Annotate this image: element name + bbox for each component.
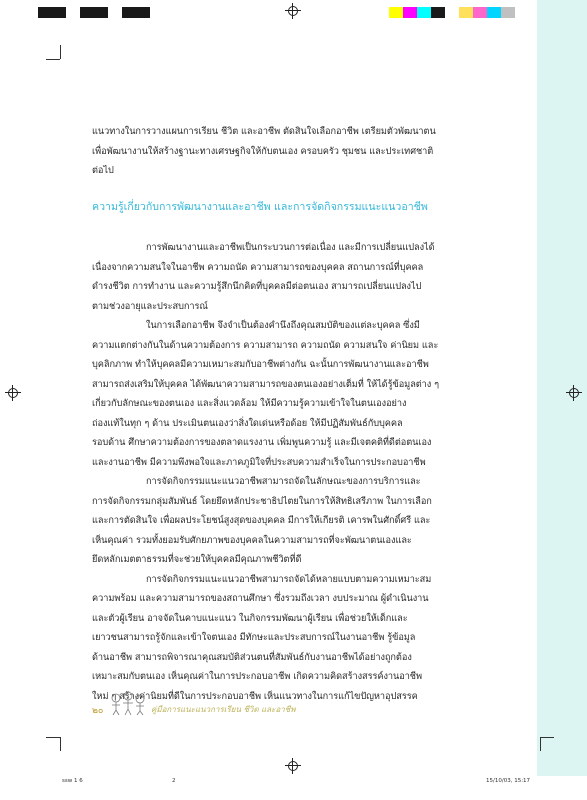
color-swatch: [94, 7, 108, 18]
text-line: เพื่อพัฒนางานให้สร้างฐานะทางเศรษฐกิจให้กับตนเอง ครอบครัว ชุมชน และประเทศชาติ: [92, 145, 434, 157]
text-line: เยาวชนสามารถรู้จักและเข้าใจตนเอง มีทักษะและประสบการณ์ในงานอาชีพ รู้ข้อมูล: [92, 632, 416, 643]
registration-mark-icon: [285, 3, 301, 19]
text-line: การพัฒนางานและอาชีพเป็นกระบวนการต่อเนื่อง และมีการเปลี่ยนแปลงได้: [146, 242, 435, 253]
text-line: ความแตกต่างกันในด้านความต้องการ ความสามารถ ความถนัด ความสนใจ ค่านิยม และ: [92, 339, 439, 351]
text-line: การจัดกิจกรรมกลุ่มสัมพันธ์ โดยยึดหลักประชาธิปไตยในการให้สิทธิเสรีภาพ ในการเลือก: [92, 495, 432, 507]
color-swatch: [473, 7, 487, 18]
text-line: ต่อไป: [92, 165, 114, 176]
print-page-label: 2: [172, 778, 176, 784]
page-number: ๒๐: [92, 706, 104, 716]
footer-title: คู่มือการแนะแนวการเรียน ชีวิต และอาชีพ: [151, 705, 296, 714]
text-line: เห็นคุณค่า รวมทั้งยอมรับศักยภาพของบุคคลในความสามารถที่จะพัฒนาตนเองและ: [92, 534, 412, 546]
text-line: ถ่องแท้ในทุก ๆ ด้าน ประเมินตนเองว่าสิ่งใดเด่นหรือด้อย ให้มีปฏิสัมพันธ์กับบุคคล: [92, 417, 403, 429]
text-line: ยึดหลักเมตตาธรรมที่จะช่วยให้บุคคลมีคุณภาพชีวิตที่ดี: [92, 554, 302, 565]
text-line: ด้านอาชีพ สามารถพิจารณาคุณสมบัติส่วนตนที่สัมพันธ์กับงานอาชีพได้อย่างถูกต้อง: [92, 651, 412, 663]
color-swatch: [80, 7, 94, 18]
crop-mark: [60, 45, 61, 59]
registration-mark-icon: [566, 385, 582, 401]
color-swatch: [431, 7, 445, 18]
color-swatch: [515, 7, 529, 18]
color-swatch: [389, 7, 403, 18]
color-swatch: [122, 7, 136, 18]
children-illustration: [108, 690, 148, 716]
color-swatch: [487, 7, 501, 18]
color-swatch: [150, 7, 164, 18]
text-line: และการตัดสินใจ เพื่อผลประโยชน์สูงสุดของบุคคล มีการให้เกียรติ เคารพในศักดิ์ศรี และ: [92, 515, 431, 526]
color-bar-left: [38, 7, 164, 18]
text-line: เกี่ยวกับลักษณะของตนเอง และสิ่งแวดล้อม ให้มีความรู้ความเข้าใจในตนเองอย่าง: [92, 398, 407, 409]
crop-mark: [540, 737, 541, 751]
color-swatch: [403, 7, 417, 18]
crop-mark: [540, 737, 554, 738]
section-heading: ความรู้เกี่ยวกับการพัฒนางานและอาชีพ และการจัดกิจกรรมแนะแนวอาชีพ: [92, 201, 428, 213]
registration-mark-icon: [285, 758, 301, 774]
crop-mark: [46, 59, 60, 60]
text-line: การจัดกิจกรรมแนะแนวอาชีพสามารถจัดในลักษณะของการบริการและ: [146, 476, 421, 487]
text-line: และงานอาชีพ มีความพึงพอใจและภาคภูมิใจที่ประสบความสำเร็จในการประกอบอาชีพ: [92, 456, 426, 468]
text-line: ความพร้อม และความสามารถของสถานศึกษา ซึ่งรวมถึงเวลา งบประมาณ ผู้ดำเนินงาน: [92, 593, 429, 604]
text-line: ดำรงชีวิต การทำงาน และความรู้สึกนึกคิดที่บุคคลมีต่อตนเอง สามารถเปลี่ยนแปลงไป: [92, 281, 422, 292]
text-line: ในการเลือกอาชีพ จึงจำเป็นต้องคำนึงถึงคุณสมบัติของแต่ละบุคคล ซึ่งมี: [146, 320, 420, 331]
text-line: เหมาะสมกับตนเอง เห็นคุณค่าในการประกอบอาชีพ เกิดความคิดสร้างสรรค์งานอาชีพ: [92, 671, 423, 682]
text-line: ตามช่วงอายุและประสบการณ์: [92, 300, 208, 312]
text-line: ใหม่ ๆ สร้างค่านิยมที่ดีในการประกอบอาชีพ เห็นแนวทางในการแก้ไขปัญหาอุปสรรค: [92, 690, 418, 702]
color-swatch: [108, 7, 122, 18]
text-line: การจัดกิจกรรมแนะแนวอาชีพสามารถจัดได้หลายแบบตามความเหมาะสม: [146, 573, 432, 585]
color-swatch: [417, 7, 431, 18]
text-line: และตัวผู้เรียน อาจจัดในคาบแนะแนว ในกิจกรรมพัฒนาผู้เรียน เพื่อช่วยให้เด็กและ: [92, 612, 408, 624]
print-file-label: ssw 1 6: [62, 778, 83, 784]
text-line: แนวทางในการวางแผนการเรียน ชีวิต และอาชีพ ตัดสินใจเลือกอาชีพ เตรียมตัวพัฒนาตน: [92, 126, 436, 137]
text-line: รอบด้าน ศึกษาความต้องการของตลาดแรงงาน เพิ่มพูนความรู้ และมีเจตคติที่ดีต่อตนเอง: [92, 437, 432, 448]
text-line: บุคลิกภาพ ทำให้บุคคลมีความเหมาะสมกับอาชีพต่างกัน ฉะนั้นการพัฒนางานและอาชีพ: [92, 359, 429, 370]
color-swatch: [38, 7, 52, 18]
print-datetime-label: 15/10/03, 15:17: [486, 778, 531, 784]
color-swatch: [501, 7, 515, 18]
crop-mark: [46, 737, 60, 738]
color-bar-right: [389, 7, 529, 18]
color-swatch: [459, 7, 473, 18]
crop-mark: [60, 737, 61, 751]
text-line: สามารถส่งเสริมให้บุคคล ได้พัฒนาความสามารถของตนเองอย่างเต็มที่ ให้ได้รู้ข้อมูลต่าง ๆ: [92, 378, 439, 390]
color-swatch: [66, 7, 80, 18]
registration-mark-icon: [5, 385, 21, 401]
color-swatch: [136, 7, 150, 18]
color-swatch: [445, 7, 459, 18]
text-line: เนื่องจากความสนใจในอาชีพ ความถนัด ความสามารถของบุคคล สถานการณ์ที่บุคคล: [92, 261, 424, 273]
color-swatch: [52, 7, 66, 18]
